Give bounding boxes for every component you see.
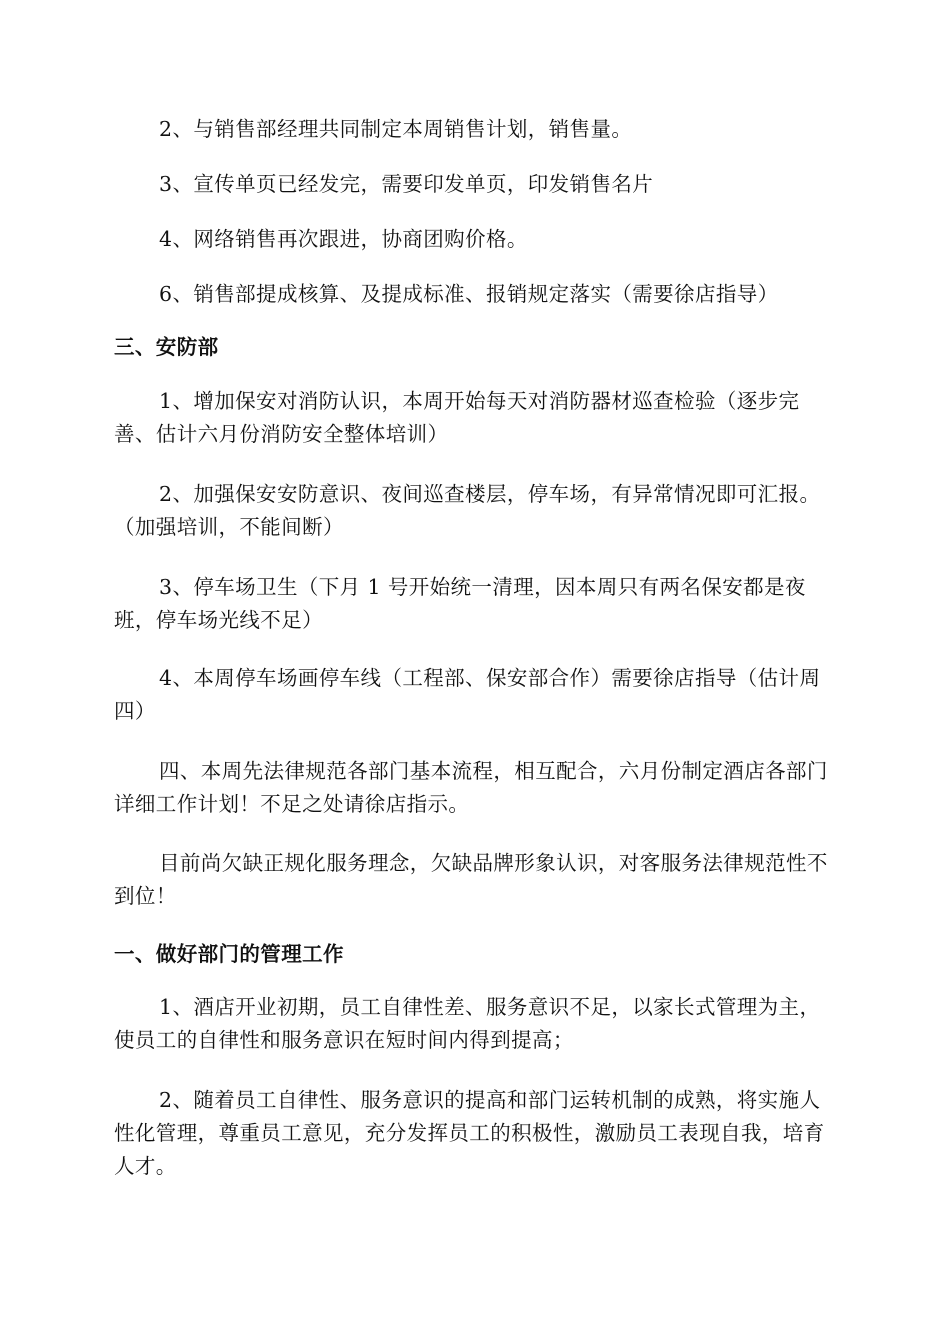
section-heading-security: 三、安防部 (114, 335, 219, 359)
paragraph-fire-training: 1、增加保安对消防认识，本周开始每天对消防器材巡查检验（逐步完善、估计六月份消防安全整体培训） (114, 389, 800, 446)
paragraph-commission: 6、销售部提成核算、及提成标准、报销规定落实（需要徐店指导） (159, 282, 779, 306)
paragraph-flyers: 3、宣传单页已经发完，需要印发单页，印发销售名片 (159, 172, 654, 196)
section-heading-management: 一、做好部门的管理工作 (114, 942, 344, 966)
paragraph-parking-cleaning: 3、停车场卫生（下月 1 号开始统一清理，因本周只有两名保安都是夜班，停车场光线不足） (114, 575, 806, 632)
paragraph-service-concept: 目前尚欠缺正规化服务理念，欠缺品牌形象认识，对客服务法律规范性不到位！ (114, 851, 828, 908)
paragraph-online-sales: 4、网络销售再次跟进，协商团购价格。 (159, 227, 528, 251)
paragraph-night-patrol: 2、加强保安安防意识、夜间巡查楼层，停车场，有异常情况即可汇报。（加强培训，不能间断） (114, 482, 821, 539)
paragraph-parking-lines: 4、本周停车场画停车线（工程部、保安部合作）需要徐店指导（估计周四） (114, 666, 821, 723)
paragraph-sales-plan: 2、与销售部经理共同制定本周销售计划，销售量。 (159, 117, 633, 141)
paragraph-early-management: 1、酒店开业初期，员工自律性差、服务意识不足，以家长式管理为主，使员工的自律性和服务意识在短时间内得到提高； (114, 995, 821, 1052)
paragraph-humane-management: 2、随着员工自律性、服务意识的提高和部门运转机制的成熟，将实施人性化管理，尊重员工意见，充分发挥员工的积极性，激励员工表现自我，培育人才。 (114, 1088, 825, 1178)
paragraph-weekly-process: 四、本周先法律规范各部门基本流程，相互配合，六月份制定酒店各部门详细工作计划！不足之处请徐店指示。 (114, 759, 828, 816)
